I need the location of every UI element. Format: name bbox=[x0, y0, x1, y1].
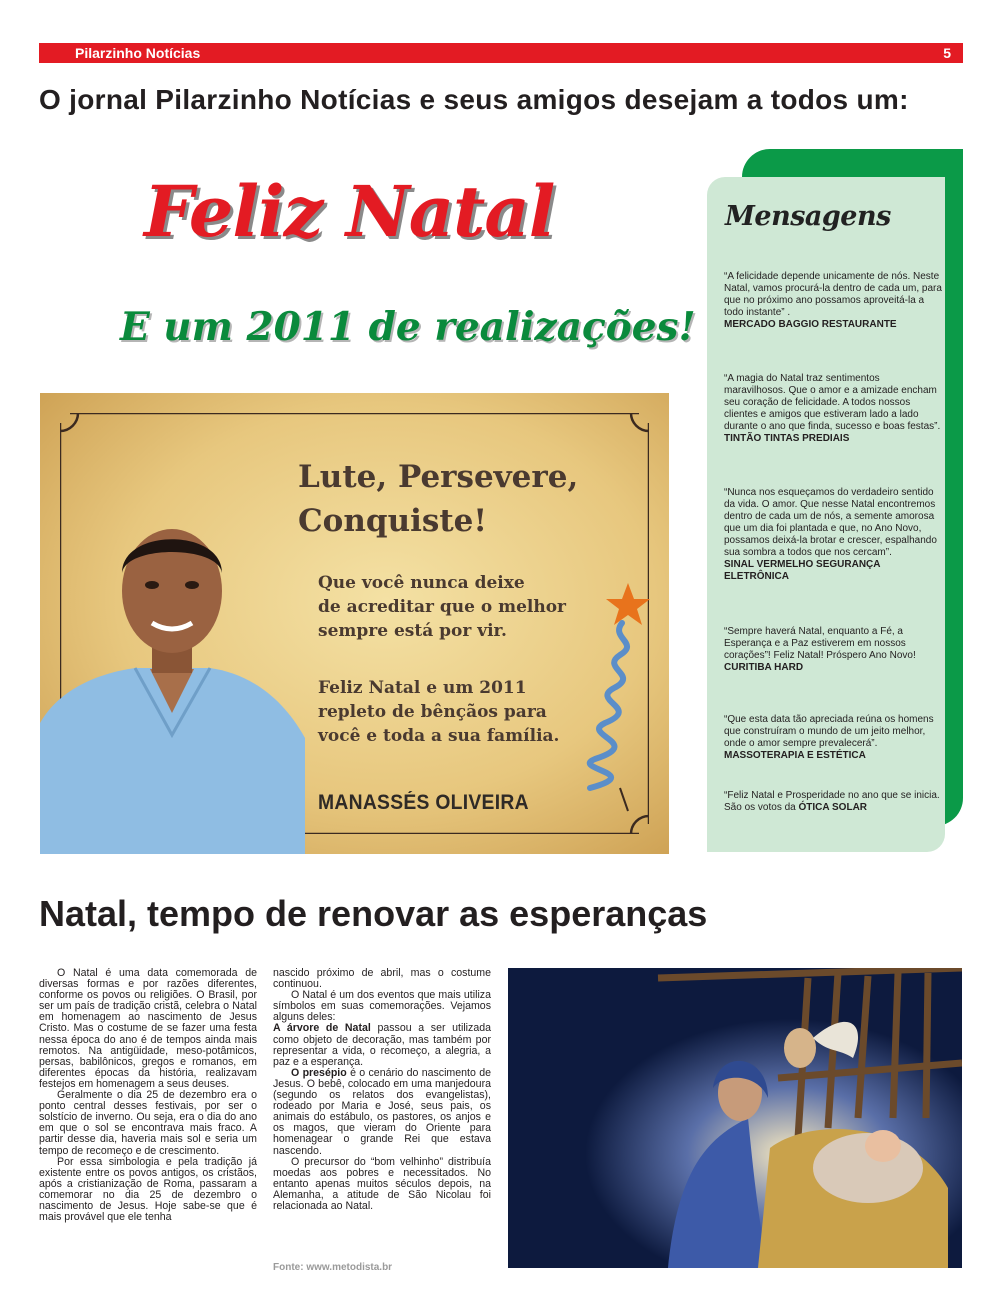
message-text: “Sempre haverá Natal, enquanto a Fé, a Esperança e a Paz estiverem em nossos corações”! Feliz Natal! Próspero Ano Novo! bbox=[724, 626, 916, 661]
ad-message-line: sempre está por vir. bbox=[318, 621, 507, 641]
message-item bbox=[724, 626, 942, 674]
message-signature: SINAL VERMELHO SEGURANÇA ELETRÔNICA bbox=[724, 559, 881, 582]
newspaper-name: Pilarzinho Notícias bbox=[75, 45, 201, 61]
message-text: “Que esta data tão apreciada reúna os homens que construíram o mundo de um jeito melhor, onde o amor sempre prevalecerá”. bbox=[724, 714, 934, 749]
greeting-subtitle: E um 2011 de realizações! bbox=[120, 304, 696, 350]
message-item bbox=[724, 790, 942, 814]
ad-signature: MANASSÉS OLIVEIRA bbox=[318, 791, 529, 814]
message-signature: MERCADO BAGGIO RESTAURANTE bbox=[724, 319, 897, 330]
message-text: “A felicidade depende unicamente de nós. Neste Natal, vamos procurá-la dentro de cada um, para que no próximo ano possamos aproveitá-la a todo instante” . bbox=[724, 271, 942, 318]
ad-wishes bbox=[318, 676, 578, 748]
ad-headline bbox=[298, 455, 618, 543]
mensagens-panel bbox=[707, 177, 945, 852]
ad-headline-line: Lute, Persevere, bbox=[298, 459, 579, 495]
message-item bbox=[724, 714, 942, 762]
man-portrait bbox=[40, 473, 305, 854]
nativity-scene bbox=[508, 968, 962, 1268]
article-paragraph: Geralmente o dia 25 de dezembro era o ponto central desses festivais, por ser o solstício de inverno. Ou seja, era o dia do ano em que o sol se encontrava mais fraco. A partir desse dia, haveria mais sol e seria um tempo de recomeço e de crescimento. bbox=[39, 1089, 257, 1157]
top-headline: O jornal Pilarzinho Notícias e seus amigos desejam a todos um: bbox=[39, 84, 909, 115]
message-text: “Nunca nos esqueçamos do verdadeiro sentido da vida. O amor. Que nesse Natal encontremos dentro de cada um de nós, a semente amorosa que um dia foi plantada e que, no Ano Novo, possamos deixá-la brotar e crescer, espalhando sua sombra a todos que nos cercam”. bbox=[724, 487, 937, 558]
ad-wishes-line: você e toda a sua família. bbox=[318, 726, 560, 746]
message-item bbox=[724, 373, 942, 445]
mensagens-title: Mensagens bbox=[725, 201, 891, 232]
feliz-natal-title: Feliz Natal bbox=[144, 170, 555, 253]
article-headline: Natal, tempo de renovar as esperanças bbox=[39, 893, 708, 934]
message-text: “Feliz Natal e Prosperidade no ano que se inicia. São os votos da bbox=[724, 790, 940, 813]
header-bar bbox=[39, 43, 963, 63]
message-signature: CURITIBA HARD bbox=[724, 662, 804, 673]
nativity-illustration bbox=[508, 968, 962, 1268]
article-paragraph: O Natal é um dos eventos que mais utiliza símbolos em suas comemorações. Vejamos alguns deles: bbox=[273, 989, 491, 1024]
article-paragraph bbox=[273, 1068, 491, 1157]
article-paragraph: Por essa simbologia e pela tradição já existente entre os povos antigos, os cristãos, após a cristianização de Roma, passaram a comemorar no dia 25 de dezembro o nascimento de Jesus. Hoje sabe-se que é mais provável que ele tenha bbox=[39, 1155, 257, 1224]
arvore-text: passou a ser utilizada como objeto de decoração, mas também por representar a vida, o recomeço, a alegria, a paz e a esperança. bbox=[273, 1022, 491, 1068]
ad-message bbox=[318, 571, 568, 643]
presepio-text: é o cenário do nascimento de Jesus. O bebê, colocado em uma manjedoura (segundo os relatos dos evangelistas), rodeado por Maria e José, seus pais, os animais do estábulo, os pastores, os anjos e os magos, que vieram do Oriente para homenagear o grande Rei que estava nascendo. bbox=[273, 1066, 491, 1157]
article-paragraph: nascido próximo de abril, mas o costume continuou. bbox=[273, 967, 491, 991]
christmas-tree-icon bbox=[550, 583, 650, 813]
article-column-1 bbox=[39, 968, 257, 1223]
ad-message-line: Que você nunca deixe bbox=[318, 573, 525, 593]
page-number: 5 bbox=[943, 45, 951, 61]
arvore-label: A árvore de Natal bbox=[273, 1022, 371, 1035]
article-paragraph: O precursor do “bom velhinho” distribuía moedas aos pobres e necessitados. No entanto apenas muitos séculos depois, na Alemanha, a atitude de São Nicolau foi relacionada ao Natal. bbox=[273, 1155, 491, 1212]
christmas-ad bbox=[40, 393, 669, 854]
article-column-2 bbox=[273, 968, 491, 1212]
message-signature: TINTÃO TINTAS PREDIAIS bbox=[724, 433, 850, 444]
ad-wishes-line: Feliz Natal e um 2011 bbox=[318, 678, 527, 698]
message-signature: ÓTICA SOLAR bbox=[798, 802, 868, 813]
message-text: “A magia do Natal traz sentimentos maravilhosos. Que o amor e a amizade encham seu coração de felicidade. A todos nossos clientes e amigos que estiveram lado a lado durante o ano que finda, sucesso e boas festas”. bbox=[724, 373, 941, 432]
message-item bbox=[724, 487, 942, 583]
message-signature: MASSOTERAPIA E ESTÉTICA bbox=[724, 750, 866, 761]
article-paragraph bbox=[273, 1023, 491, 1067]
presepio-label: O presépio bbox=[291, 1066, 347, 1079]
article-source: Fonte: www.metodista.br bbox=[273, 1262, 393, 1273]
article-paragraph: O Natal é uma data comemorada de diversas formas e por razões diferentes, conforme os povos ou religiões. O Brasil, por ser um país de tradição cristã, celebra o Natal em homenagem ao nascimento de Jesus Cristo. Mas o costume de se fazer uma festa nessa época do ano é de tempos ainda mais remotos. Na antigüidade, meso-potâmicos, persas, babilônicos, gregos e romanos, em diferentes épocas da história, realizavam festejos em homenagem a seus deuses. bbox=[39, 967, 257, 1090]
ad-wishes-line: repleto de bênçãos para bbox=[318, 702, 547, 722]
ad-message-line: de acreditar que o melhor bbox=[318, 597, 567, 617]
message-item bbox=[724, 271, 942, 331]
ad-headline-line: Conquiste! bbox=[298, 503, 487, 539]
